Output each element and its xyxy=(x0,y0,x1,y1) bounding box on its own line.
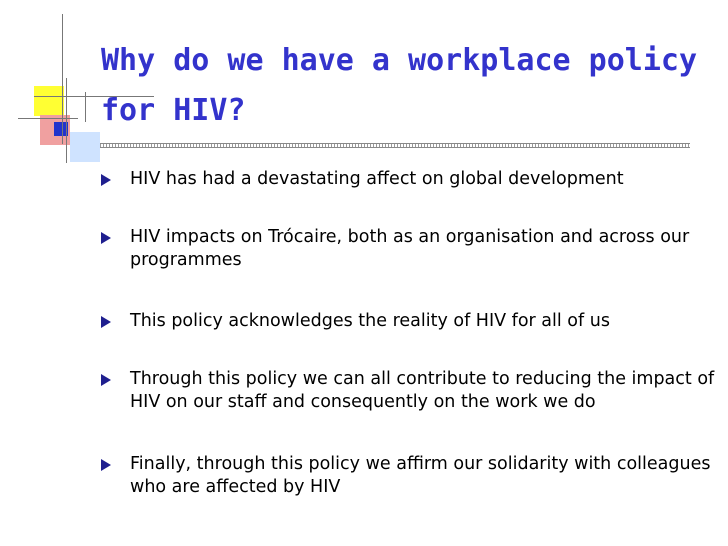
bullet-arrow-icon xyxy=(101,316,111,328)
title-divider xyxy=(100,143,690,148)
bullet-text: This policy acknowledges the reality of HIV for all of us xyxy=(130,311,610,331)
yellow-square xyxy=(34,86,64,116)
bullet-arrow-icon xyxy=(101,374,111,386)
bullet-text: HIV impacts on Trócaire, both as an organisation and across our programmes xyxy=(130,227,690,270)
light-blue-square xyxy=(70,132,100,162)
bullet-arrow-icon xyxy=(101,232,111,244)
bullet-arrow-icon xyxy=(101,459,111,471)
slide-title: Why do we have a workplace policy for HIV? xyxy=(101,43,698,128)
bullet-text: Through this policy we can all contribute to reducing the impact of HIV on our staff and consequently on the work we do xyxy=(130,369,715,412)
vertical-line xyxy=(62,14,63,144)
bullet-text: HIV has had a devastating affect on global development xyxy=(130,169,624,189)
horizontal-line xyxy=(18,118,78,119)
bullet-text: Finally, through this policy we affirm our solidarity with colleagues who are affected by HIV xyxy=(130,454,711,497)
bullet-arrow-icon xyxy=(101,174,111,186)
vertical-line xyxy=(66,78,67,163)
